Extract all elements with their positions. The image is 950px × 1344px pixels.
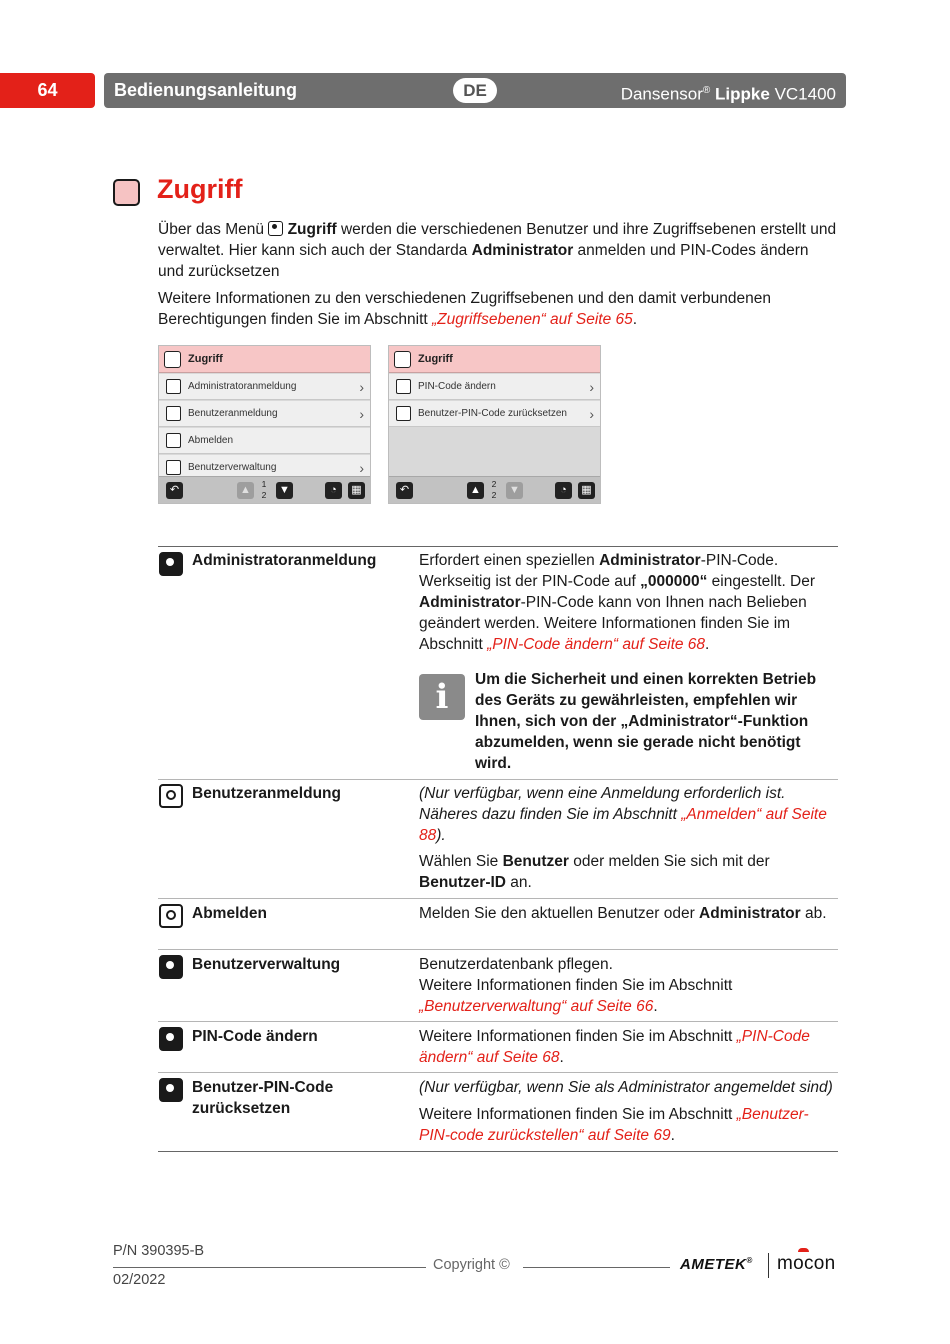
menu-grid-icon[interactable]: ▦ <box>348 482 365 499</box>
row-label-admin-login: Administratoranmeldung <box>192 552 377 569</box>
admin-login-icon <box>166 379 181 394</box>
row-label-pin-change: PIN-Code ändern <box>192 1028 318 1045</box>
page-down-icon[interactable]: ▼ <box>276 482 293 499</box>
page-up-icon[interactable]: ▲ <box>467 482 484 499</box>
screen-title: Zugriff <box>418 353 453 365</box>
link-anmelden[interactable]: „Anmelden“ auf Seite 88 <box>419 806 827 844</box>
row-desc-pin-reset-note: (Nur verfügbar, wenn Sie als Administrator angemeldet sind) <box>419 1079 833 1096</box>
menu-grid-icon[interactable]: ▦ <box>578 482 595 499</box>
menu-item-user-login[interactable]: Benutzeranmeldung › <box>159 401 370 427</box>
link-benutzerverwaltung[interactable]: „Benutzerverwaltung“ auf Seite 66 <box>419 998 654 1015</box>
access-inline-icon <box>268 221 283 236</box>
footer-rule-left <box>113 1267 426 1268</box>
access-icon <box>113 179 140 206</box>
screen-title: Zugriff <box>188 353 223 365</box>
menu-item-logout[interactable]: Abmelden <box>159 428 370 454</box>
link-pin-code-aendern[interactable]: „PIN-Code ändern“ auf Seite 68 <box>487 636 706 653</box>
screen-footer <box>159 476 370 503</box>
row-desc-user-login-note: (Nur verfügbar, wenn eine Anmeldung erforderlich ist. Näheres dazu finden Sie im Abschnitt „Anmelden“ auf Seite 88). <box>419 785 827 844</box>
intro-paragraph: Über das Menü Zugriff werden die verschiedenen Benutzer und ihre Zugriffsebenen erstellt und verwaltet. Hier kann sich auch der Standarda Administrator anmelden und PIN-Codes ändern und zurücksetzen <box>158 221 837 280</box>
chevron-right-icon: › <box>589 379 594 395</box>
section-title: Zugriff <box>157 174 243 204</box>
row-desc-pin-reset: Weitere Informationen finden Sie im Abschnitt „Benutzer-PIN-code zurückstellen“ auf Seite 69. <box>419 1106 809 1144</box>
user-login-icon <box>166 406 181 421</box>
screen-footer <box>389 476 600 503</box>
pin-change-icon <box>396 379 411 394</box>
row-label-user-login: Benutzeranmeldung <box>192 785 341 802</box>
page-up-icon[interactable]: ▲ <box>237 482 254 499</box>
chevron-right-icon: › <box>359 406 364 422</box>
back-icon[interactable]: ↶ <box>166 482 183 499</box>
dashboard-icon[interactable]: ◔ <box>555 482 572 499</box>
menu-item-user-management[interactable]: Benutzerverwaltung › <box>159 455 370 481</box>
row-desc-user-management: Benutzerdatenbank pflegen. Weitere Informationen finden Sie im Abschnitt „Benutzerverwaltung“ auf Seite 66. <box>419 956 733 1015</box>
menu-item-pin-reset[interactable]: Benutzer-PIN-Code zurücksetzen › <box>389 401 600 427</box>
table-row-rule <box>158 1072 838 1073</box>
chevron-right-icon: › <box>359 379 364 395</box>
pin-reset-icon <box>396 406 411 421</box>
screenshot-access-menu-page1 <box>158 345 371 504</box>
header-bar <box>104 73 846 108</box>
logo-separator <box>768 1253 769 1278</box>
page-indicator: 1 2 <box>261 479 267 500</box>
mocon-logo: mocon <box>777 1253 836 1274</box>
table-row-rule <box>158 1021 838 1022</box>
admin-login-icon <box>159 552 183 576</box>
table-row-rule <box>158 898 838 899</box>
back-icon[interactable]: ↶ <box>396 482 413 499</box>
screenshot-access-menu-page2 <box>388 345 601 504</box>
link-pin-reset[interactable]: „Benutzer-PIN-code zurückstellen“ auf Seite 69 <box>419 1106 809 1144</box>
part-number: P/N 390395-B <box>113 1243 205 1259</box>
copyright: Copyright © <box>433 1257 510 1273</box>
row-desc-admin-login: Erfordert einen speziellen Administrator-PIN-Code. Werkseitig ist der PIN-Code auf „000000“ eingestellt. Der Administrator-PIN-Code kann von Ihnen nach Belieben geändert werden. Weitere Informationen finden Sie im Abschnitt „PIN-Code ändern“ auf Seite 68. <box>419 552 816 653</box>
page-number: 64 <box>0 73 95 108</box>
page-down-icon[interactable]: ▼ <box>506 482 523 499</box>
logout-icon <box>159 904 183 928</box>
table-row-rule <box>158 949 838 950</box>
menu-item-admin-login[interactable]: Administratoranmeldung › <box>159 374 370 400</box>
pin-reset-icon <box>159 1078 183 1102</box>
product-name: Dansensor® Lippke VC1400 <box>620 84 836 104</box>
info-note: Um die Sicherheit und einen korrekten Betrieb des Geräts zu gewährleisten, empfehlen wir Ihnen, sich von der „Administrator“-Funktion abzumelden, wenn sie gerade nicht benötigt wird. <box>475 671 817 772</box>
row-desc-user-login: Wählen Sie Benutzer oder melden Sie sich mit der Benutzer-ID an. <box>419 853 770 891</box>
mocon-logo-mark <box>798 1248 809 1252</box>
link-pin-code-aendern-2[interactable]: „PIN-Code ändern“ auf Seite 68 <box>419 1028 810 1066</box>
screen-header <box>159 346 370 373</box>
table-row-rule <box>158 779 838 780</box>
footer-rule-right <box>523 1267 670 1268</box>
screen-header <box>389 346 600 373</box>
header-title: Bedienungsanleitung <box>114 80 298 100</box>
dashboard-icon[interactable]: ◔ <box>325 482 342 499</box>
user-management-icon <box>166 460 181 475</box>
row-desc-logout: Melden Sie den aktuellen Benutzer oder Administrator ab. <box>419 905 827 922</box>
row-label-pin-reset: Benutzer-PIN-Code zurücksetzen <box>192 1079 334 1117</box>
row-label-user-management: Benutzerverwaltung <box>192 956 341 973</box>
table-bottom-rule <box>158 1151 838 1152</box>
pin-change-icon <box>159 1027 183 1051</box>
ametek-logo: AMETEK® <box>680 1256 753 1273</box>
more-info-paragraph: Weitere Informationen zu den verschiedenen Zugriffsebenen und den damit verbundenen Berechtigungen finden Sie im Abschnitt „Zugriffsebenen“ auf Seite 65. <box>158 290 771 328</box>
row-desc-pin-change: Weitere Informationen finden Sie im Abschnitt „PIN-Code ändern“ auf Seite 68. <box>419 1028 810 1066</box>
table-top-rule <box>158 546 838 547</box>
menu-item-pin-change[interactable]: PIN-Code ändern › <box>389 374 600 400</box>
access-icon <box>394 351 411 368</box>
user-management-icon <box>159 955 183 979</box>
language-badge: DE <box>453 78 497 103</box>
user-login-icon <box>159 784 183 808</box>
chevron-right-icon: › <box>589 406 594 422</box>
access-icon <box>164 351 181 368</box>
row-label-logout: Abmelden <box>192 905 267 922</box>
link-zugriffsebenen[interactable]: „Zugriffsebenen“ auf Seite 65 <box>432 311 633 328</box>
info-icon: i <box>419 674 465 720</box>
logout-icon <box>166 433 181 448</box>
page-indicator: 2 2 <box>491 479 497 500</box>
publish-date: 02/2022 <box>113 1272 166 1288</box>
chevron-right-icon: › <box>359 460 364 476</box>
